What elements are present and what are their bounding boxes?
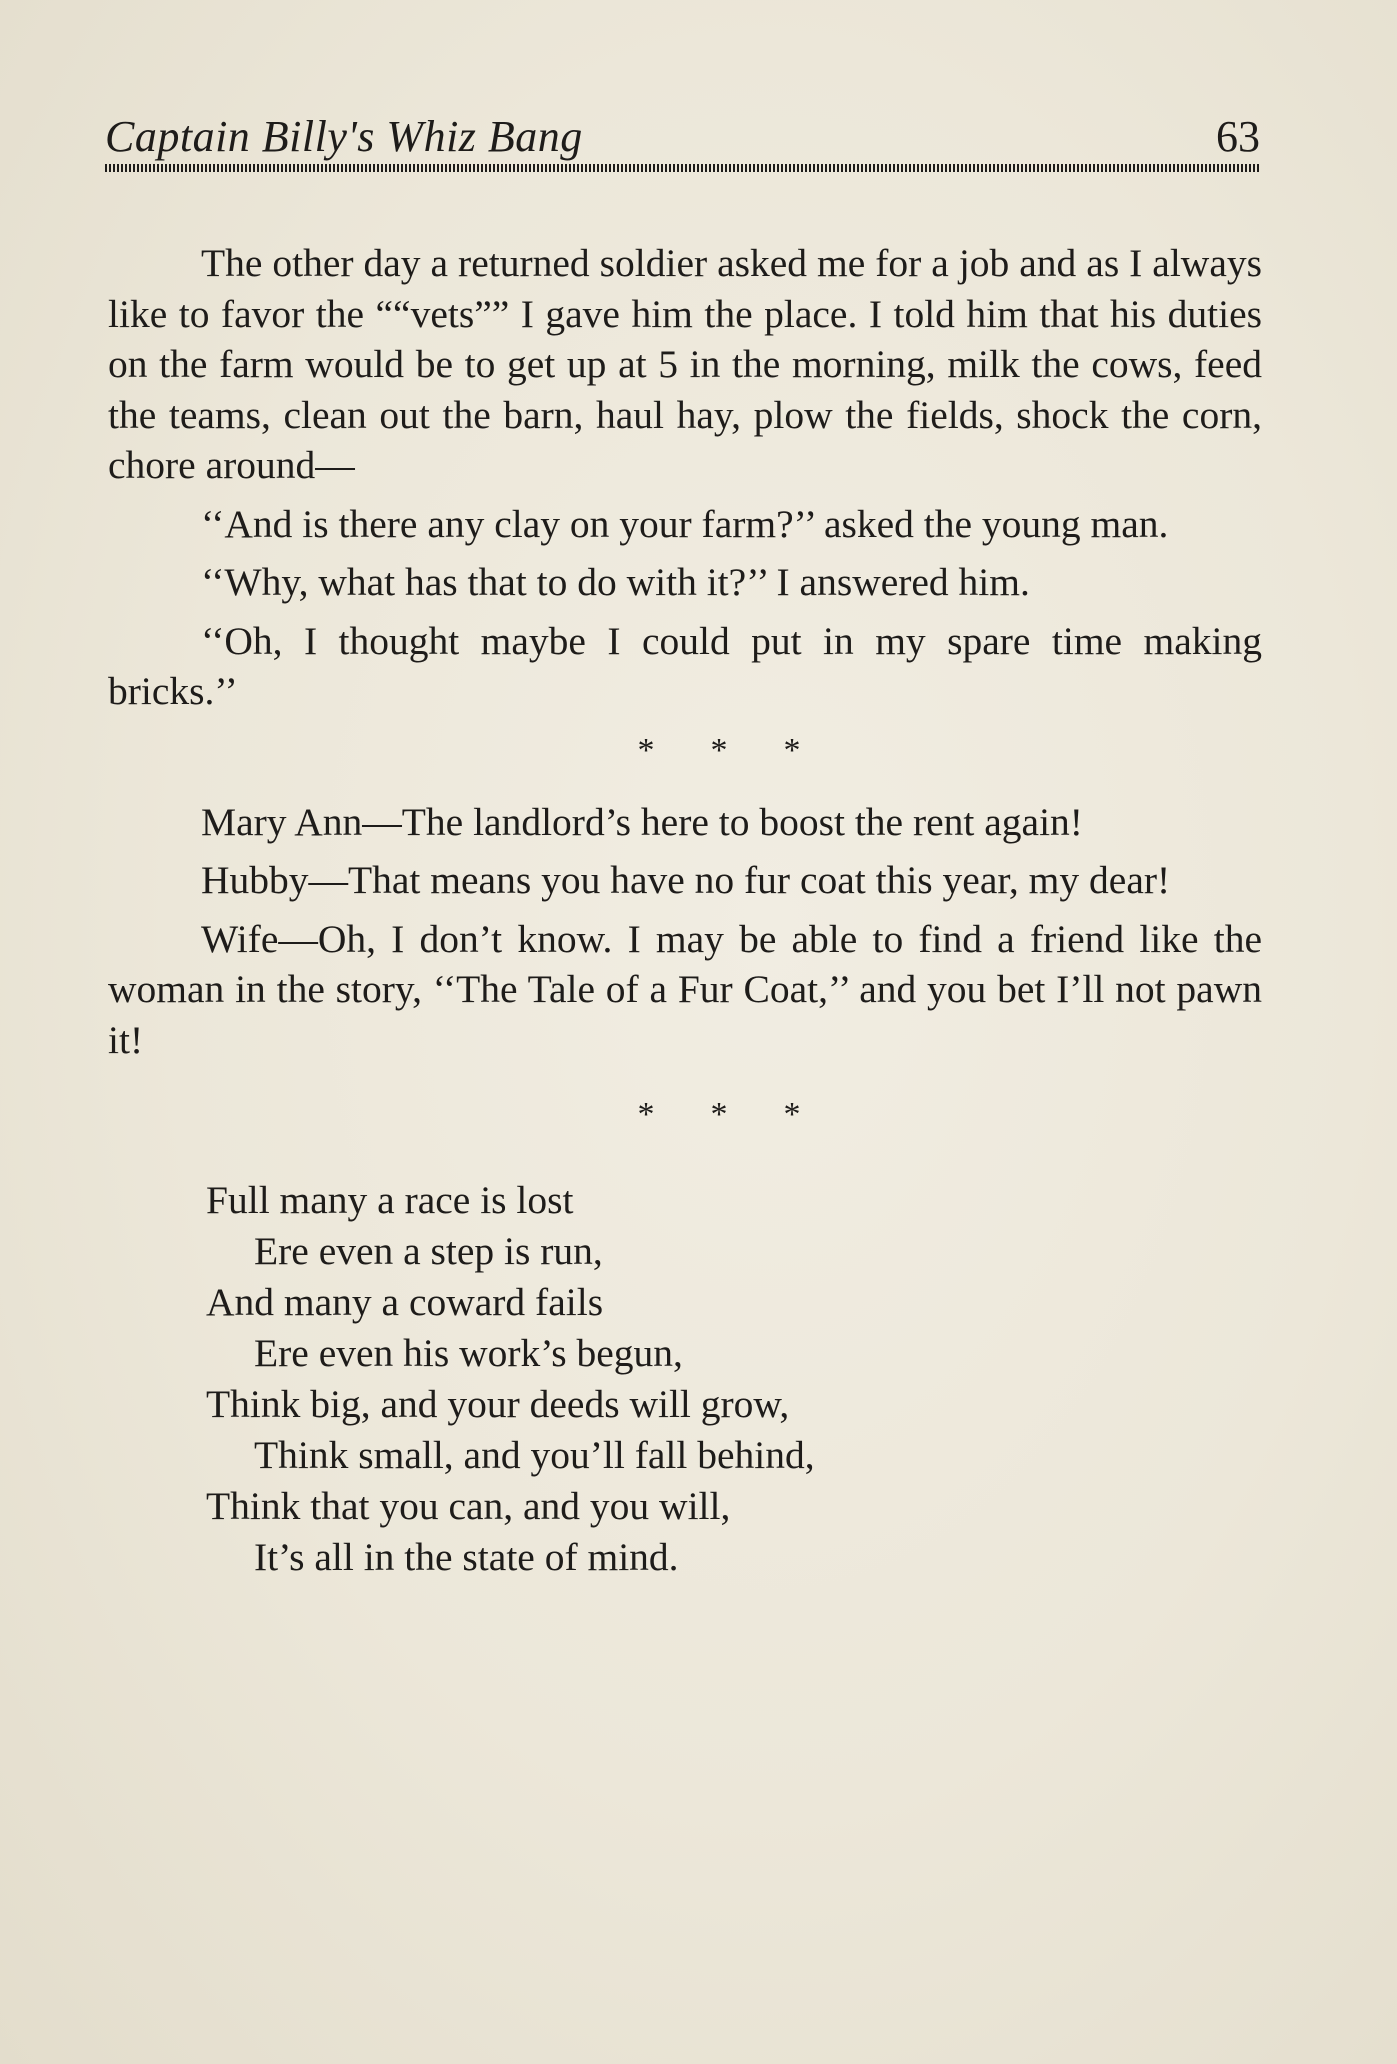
page-number: 63 [1216,112,1260,161]
poem-line: Full many a race is lost [206,1178,574,1222]
story-one-paragraph: ‘‘And is there any clay on your farm?’’ asked the young man. [201,501,1169,546]
page-body [108,238,1262,1583]
poem-line: Ere even his work’s begun, [254,1331,683,1375]
poem-line: And many a coward fails [206,1280,604,1324]
section-separator [176,1095,1262,1135]
poem-line: It’s all in the state of mind. [254,1535,679,1579]
story-one-paragraph: ‘‘Oh, I thought maybe I could put in my spare time making bricks.’’ [108,618,1262,713]
section-separator [176,731,1262,771]
running-head [105,110,1260,172]
separator-asterisk: * [637,1096,655,1133]
story-two-paragraph: Wife—Oh, I don’t know. I may be able to find a friend like the woman in the story, ‘‘The Tale of a Fur Coat,’’ and you bet I’ll not pawn it! [108,916,1262,1062]
poem-line: Think big, and your deeds will grow, [206,1382,790,1426]
running-title: Captain Billy's Whiz Bang [105,112,583,161]
separator-asterisk: * [637,731,655,769]
separator-asterisk: * [710,1096,728,1133]
story-one-paragraph: The other day a returned soldier asked me for a job and as I always like to favor the ““vets”” I gave him the place. I told him that his duties on the farm would be to get up at 5 in the morning, milk the cows, feed the teams, clean out the barn, haul hay, plow the fields, shock the corn, chore around— [108,241,1262,487]
story-one-paragraph: ‘‘Why, what has that to do with it?’’ I answered him. [201,560,1030,604]
poem-line: Ere even a step is run, [254,1229,603,1273]
separator-asterisk: * [783,731,801,769]
poem [206,1175,1262,1583]
story-two-paragraph: Mary Ann—The landlord’s here to boost the rent again! [201,799,1083,844]
separator-asterisk: * [710,731,728,769]
story-two-paragraph: Hubby—That means you have no fur coat this year, my dear! [201,858,1171,902]
poem-line: Think that you can, and you will, [206,1484,731,1528]
poem-line: Think small, and you’ll fall behind, [254,1433,815,1477]
separator-asterisk: * [783,1096,801,1133]
header-rule [105,164,1260,172]
